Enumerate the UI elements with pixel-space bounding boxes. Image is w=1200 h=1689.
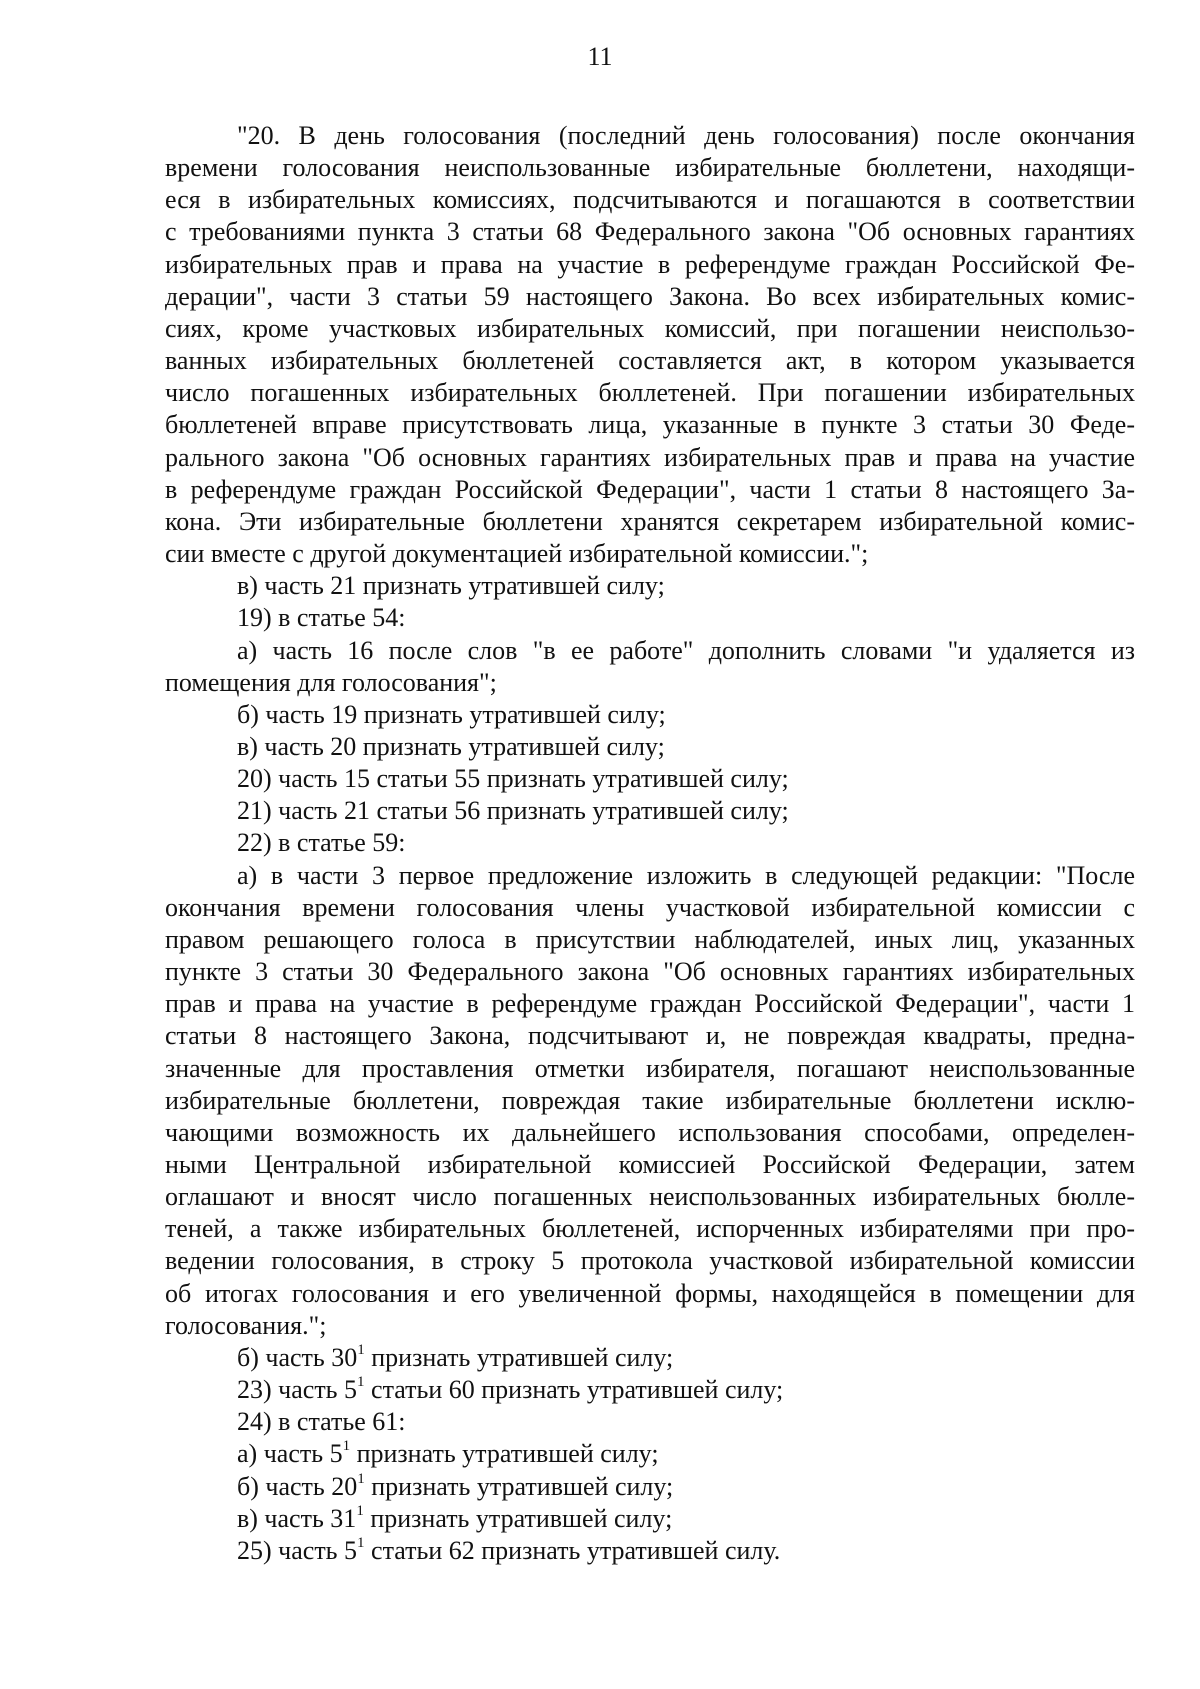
text-line: сиях, кроме участковых избирательных комиссий, при погашении неиспользо- — [165, 313, 1135, 343]
text-line: ведении голосования, в строку 5 протокола участковой избирательной комиссии — [165, 1246, 1135, 1276]
text-line: прав и права на участие в референдуме граждан Российской Федерации", части 1 — [165, 989, 1135, 1019]
text-line: сии вместе с другой документацией избирательной комиссии."; — [165, 539, 869, 569]
paragraph — [165, 1374, 1135, 1406]
text-line — [165, 1374, 1135, 1406]
paragraph — [165, 1438, 1135, 1470]
text-segment: признать утратившей силу; — [364, 1471, 674, 1501]
text-line: кона. Эти избирательные бюллетени хранятся секретарем избирательной комис- — [165, 506, 1135, 536]
paragraph — [165, 827, 1135, 859]
text-line: а) в части 3 первое предложение изложить в следующей редакции: "После — [237, 860, 1135, 890]
text-segment: 23) часть 5 — [237, 1375, 358, 1405]
text-line: помещения для голосования"; — [165, 667, 497, 697]
paragraph — [165, 1342, 1135, 1374]
text-line: чающими возможность их дальнейшего использования способами, определен- — [165, 1117, 1135, 1147]
paragraph — [165, 699, 1135, 731]
text-line — [165, 1438, 1135, 1470]
text-line: об итогах голосования и его увеличенной формы, находящейся в помещении для — [165, 1278, 1135, 1308]
text-line: "20. В день голосования (последний день голосования) после окончания — [237, 121, 1135, 150]
paragraph — [165, 795, 1135, 827]
text-segment: признать утратившей силу; — [363, 1503, 673, 1533]
text-line: дерации", части 3 статьи 59 настоящего Закона. Во всех избирательных комис- — [165, 281, 1135, 311]
document-body — [165, 120, 1135, 1567]
text-line: статьи 8 настоящего Закона, подсчитывают и, не повреждая квадраты, предна- — [165, 1021, 1135, 1051]
paragraph — [165, 570, 1135, 602]
text-segment: статьи 62 признать утратившей силу. — [364, 1535, 781, 1565]
text-line: рального закона "Об основных гарантиях избирательных прав и права на участие — [165, 442, 1135, 472]
text-line: 21) часть 21 статьи 56 признать утратившей силу; — [237, 796, 789, 826]
text-segment: б) часть 20 — [237, 1471, 358, 1501]
text-line: значенные для проставления отметки избирателя, погашают неиспользованные — [165, 1053, 1135, 1083]
text-line — [165, 1503, 1135, 1535]
text-line: 22) в статье 59: — [237, 828, 406, 858]
text-line: времени голосования неиспользованные избирательные бюллетени, находящи- — [165, 153, 1135, 183]
text-segment: признать утратившей силу; — [364, 1342, 674, 1372]
paragraph — [165, 763, 1135, 795]
paragraph — [165, 860, 1135, 1342]
text-line — [165, 1535, 1135, 1567]
superscript: 1 — [357, 1534, 365, 1551]
text-segment: в) часть 31 — [237, 1503, 357, 1533]
text-line — [165, 1471, 1135, 1503]
superscript: 1 — [356, 1502, 364, 1519]
text-line: в) часть 21 признать утратившей силу; — [237, 571, 665, 601]
paragraph — [165, 635, 1135, 699]
text-line: правом решающего голоса в присутствии наблюдателей, иных лиц, указанных — [165, 924, 1135, 954]
text-line: а) часть 16 после слов "в ее работе" дополнить словами "и удаляется из — [237, 635, 1135, 665]
text-line: б) часть 19 признать утратившей силу; — [237, 699, 666, 729]
text-segment: а) часть 5 — [237, 1439, 343, 1469]
text-line: ванных избирательных бюллетеней составляется акт, в котором указывается — [165, 346, 1135, 376]
paragraph — [165, 731, 1135, 763]
paragraph — [165, 1503, 1135, 1535]
superscript: 1 — [357, 1374, 365, 1391]
page-number: 11 — [587, 42, 613, 71]
text-segment: признать утратившей силу; — [350, 1439, 659, 1469]
text-line: в референдуме граждан Российской Федерации", части 1 статьи 8 настоящего За- — [165, 474, 1135, 504]
text-line: бюллетеней вправе присутствовать лица, указанные в пункте 3 статьи 30 Феде- — [165, 410, 1135, 440]
text-segment: б) часть 30 — [237, 1342, 358, 1372]
text-line — [165, 1342, 1135, 1374]
text-line: 19) в статье 54: — [237, 603, 406, 633]
text-segment: 25) часть 5 — [237, 1535, 358, 1565]
text-line: избирательные бюллетени, повреждая такие избирательные бюллетени исклю- — [165, 1085, 1135, 1115]
text-line: ными Центральной избирательной комиссией Российской Федерации, затем — [165, 1150, 1135, 1179]
paragraph — [165, 120, 1135, 570]
text-line: голосования."; — [165, 1310, 327, 1340]
text-line: с требованиями пункта 3 статьи 68 Федерального закона "Об основных гарантиях — [165, 217, 1135, 247]
superscript: 1 — [357, 1341, 365, 1358]
text-line: число погашенных избирательных бюллетеней. При погашении избирательных — [165, 378, 1135, 408]
text-line: окончания времени голосования члены участковой избирательной комиссии с — [165, 892, 1135, 922]
paragraph — [165, 1471, 1135, 1503]
text-line: 20) часть 15 статьи 55 признать утратившей силу; — [237, 764, 789, 794]
text-line: в) часть 20 признать утратившей силу; — [237, 731, 665, 761]
paragraph — [165, 1406, 1135, 1438]
superscript: 1 — [357, 1470, 365, 1487]
text-line: оглашают и вносят число погашенных неиспользованных избирательных бюлле- — [165, 1182, 1135, 1212]
text-line: теней, а также избирательных бюллетеней, испорченных избирателями при про- — [165, 1214, 1135, 1244]
text-line: еся в избирательных комиссиях, подсчитываются и погашаются в соответствии — [165, 185, 1135, 215]
superscript: 1 — [342, 1438, 351, 1455]
paragraph — [165, 1535, 1135, 1567]
paragraph — [165, 602, 1135, 634]
text-segment: статьи 60 признать утратившей силу; — [364, 1375, 784, 1405]
text-line: пункте 3 статьи 30 Федерального закона "Об основных гарантиях избирательных — [165, 957, 1135, 987]
text-line: 24) в статье 61: — [237, 1407, 406, 1437]
text-line: избирательных прав и права на участие в референдуме граждан Российской Фе- — [165, 249, 1135, 279]
